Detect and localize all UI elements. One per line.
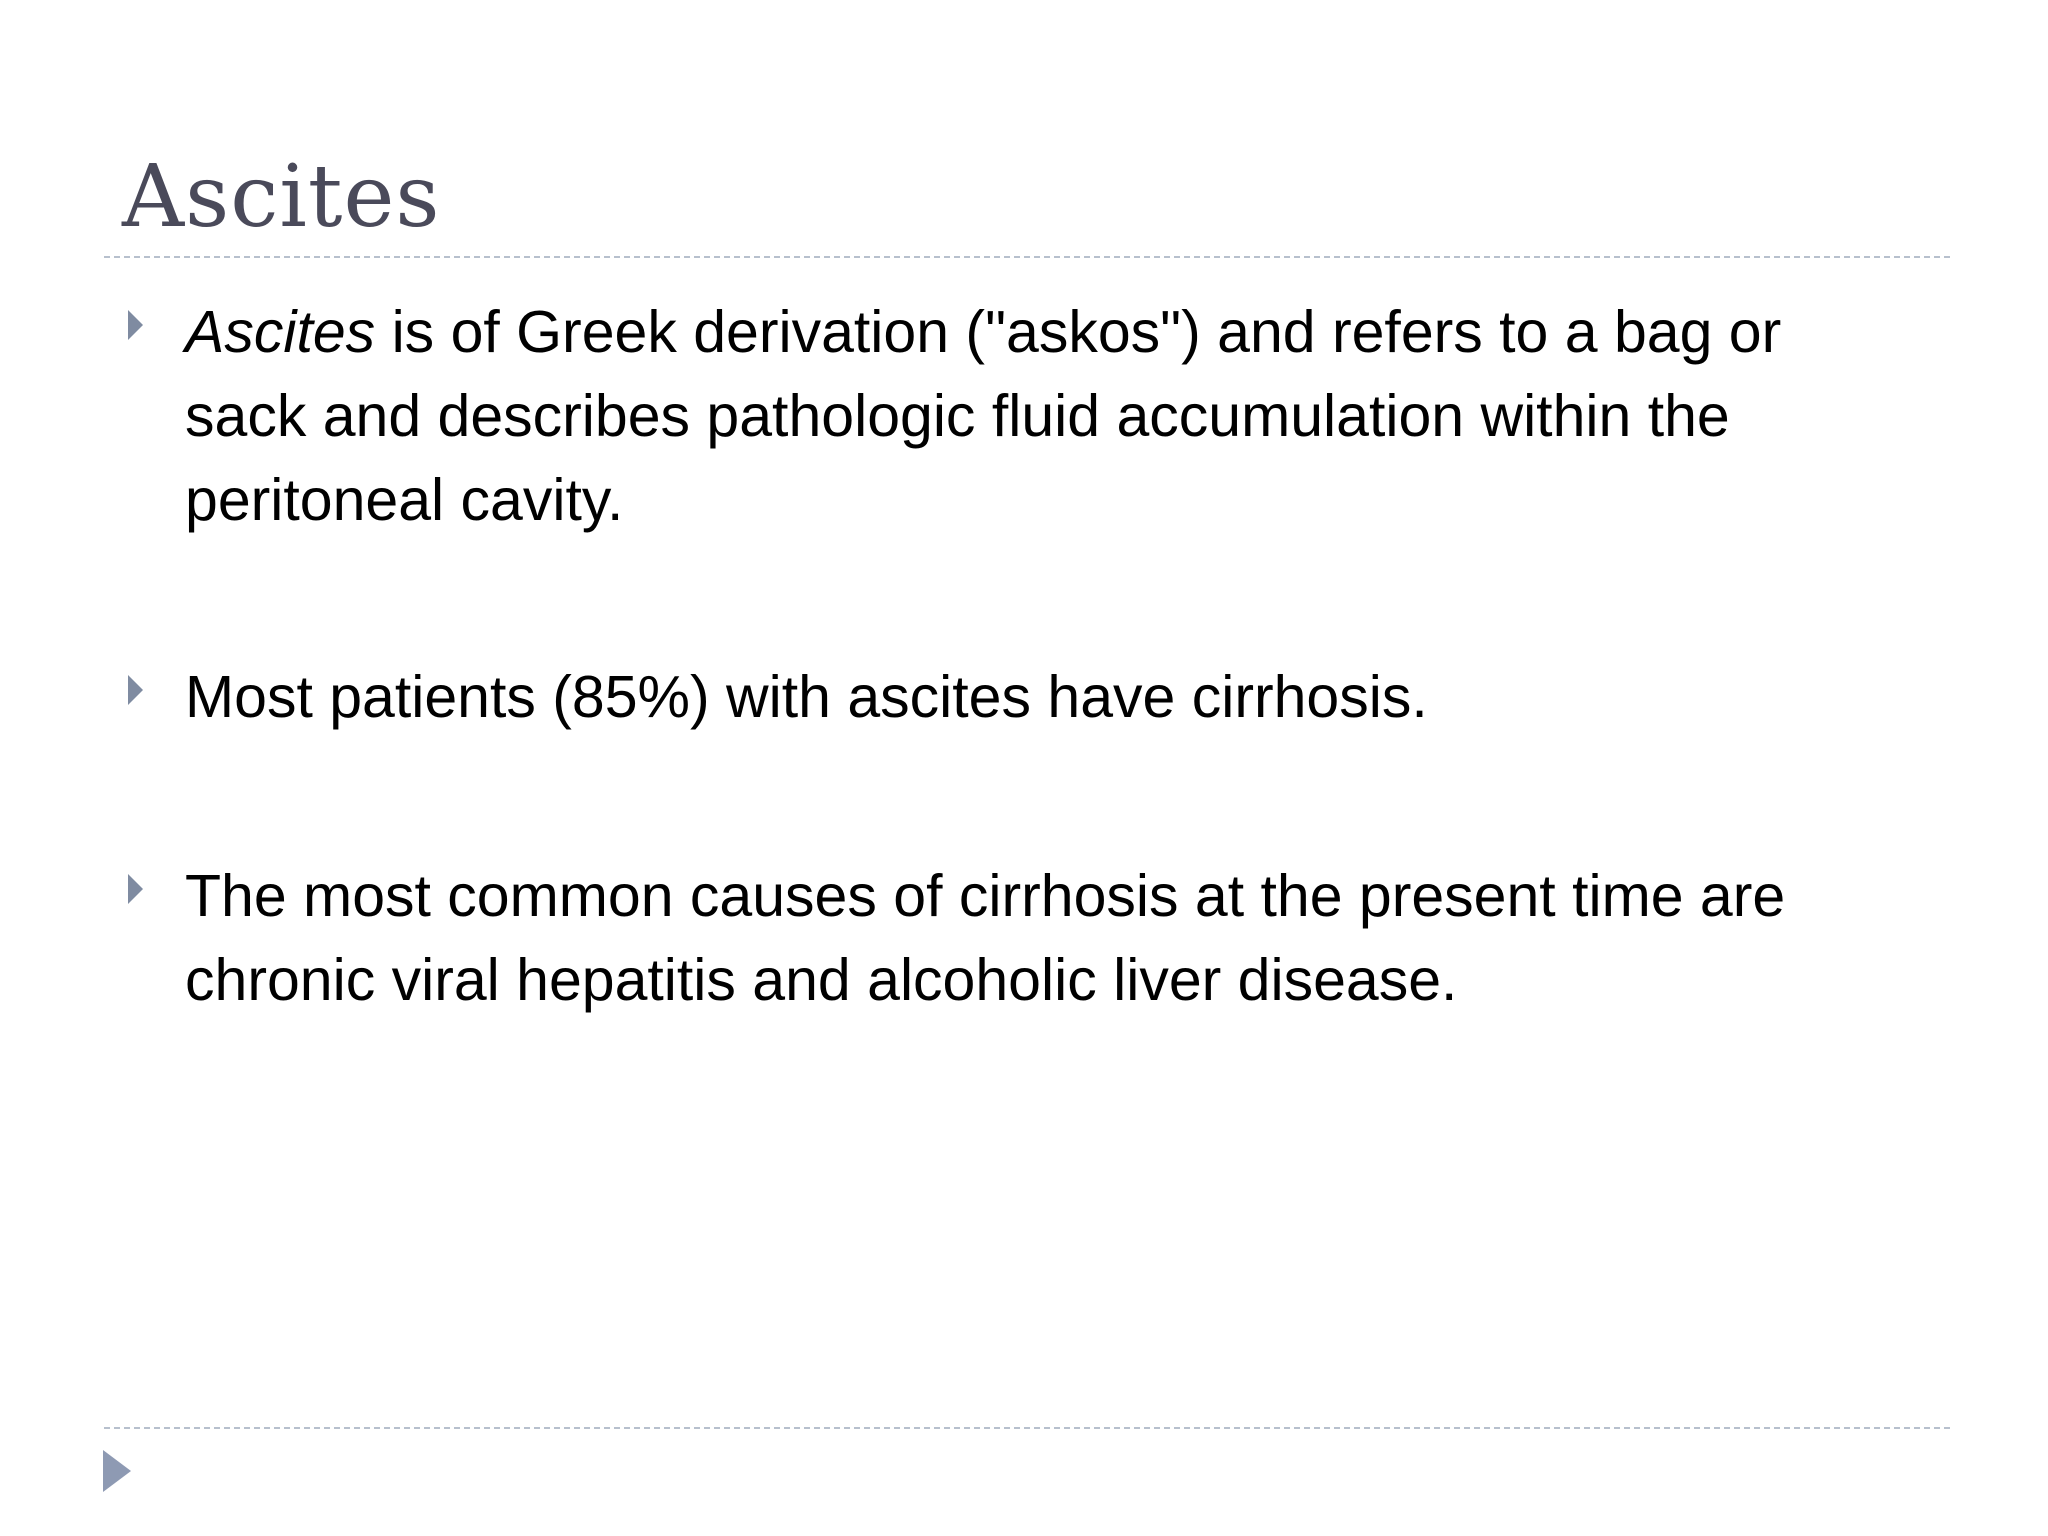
next-slide-arrow-icon[interactable]	[103, 1450, 131, 1492]
triangle-bullet-icon	[128, 310, 143, 340]
bullet-line-rest: is of Greek derivation ("askos") and refers to a bag or	[375, 299, 1782, 365]
bullet-line: chronic viral hepatitis and alcoholic liver disease.	[185, 947, 1458, 1013]
triangle-bullet-icon	[128, 874, 143, 904]
bullet-line: The most common causes of cirrhosis at the present time are	[185, 863, 1786, 929]
bullet-text	[185, 655, 2048, 739]
bullet-line: sack and describes pathologic fluid accumulation within the	[185, 383, 1730, 449]
bullet-line: Most patients (85%) with ascites have cirrhosis.	[185, 664, 1428, 730]
footer-divider	[104, 1427, 1950, 1429]
triangle-bullet-icon	[128, 675, 143, 705]
bullet-line: peritoneal cavity.	[185, 467, 624, 533]
ascites-italic-word: Ascites	[185, 299, 376, 365]
bullet-text	[185, 854, 2048, 1022]
bullet-text	[185, 290, 2048, 542]
bullet-line	[185, 290, 2048, 374]
slide-title: Ascites	[122, 147, 441, 247]
